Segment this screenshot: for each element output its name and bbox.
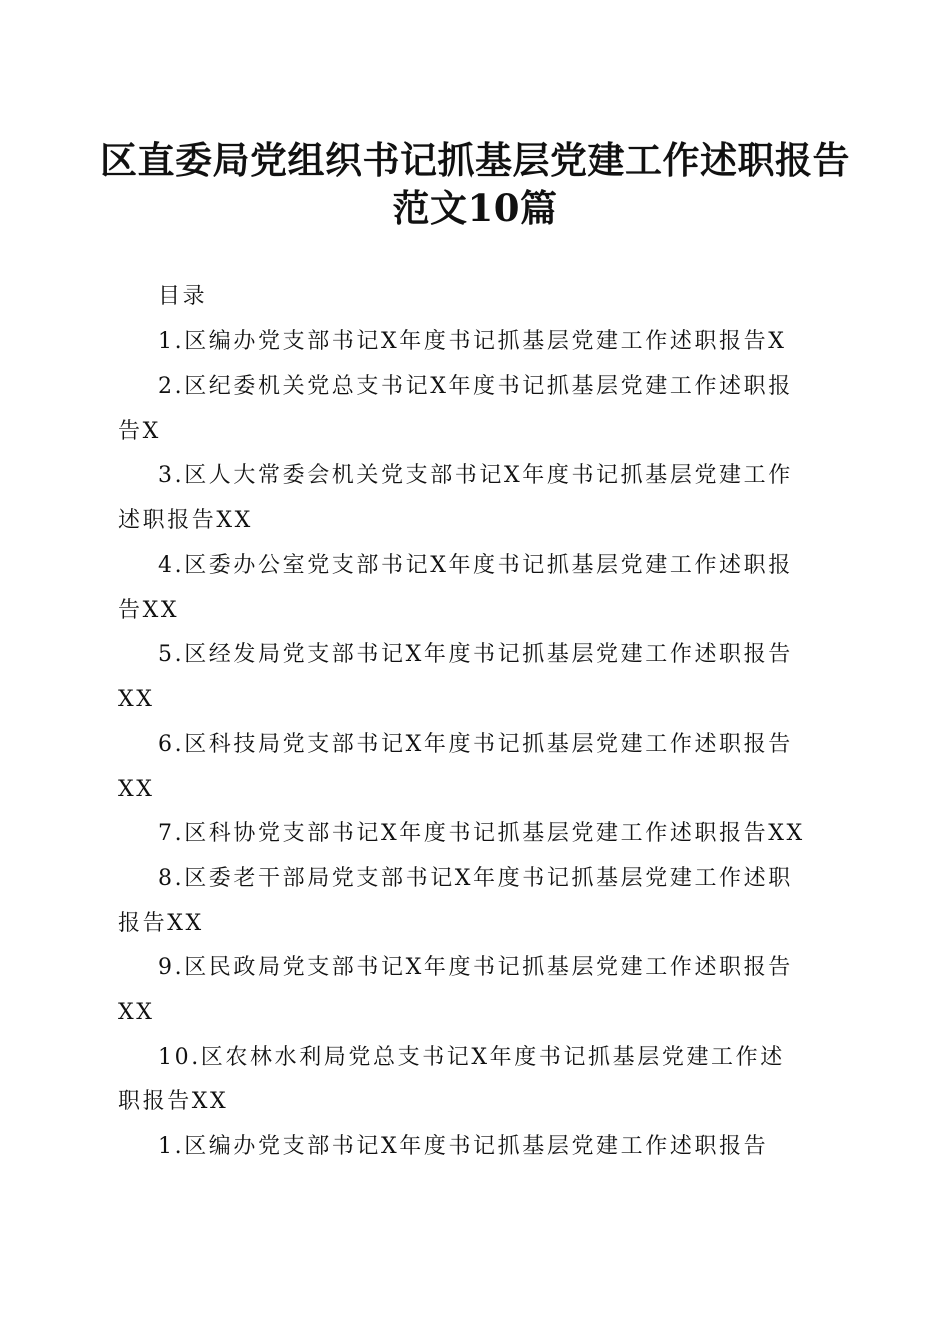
toc-item-6: 6.区科技局党支部书记X年度书记抓基层党建工作述职报告 [158, 732, 793, 757]
toc-item-2-continued: 告X [118, 419, 161, 444]
toc-item-8-continued: 报告XX [118, 911, 204, 936]
toc-item-6-continued: XX [118, 777, 155, 802]
toc-item-8: 8.区委老干部局党支部书记X年度书记抓基层党建工作述职 [158, 866, 793, 891]
toc-item-5-continued: XX [118, 687, 155, 712]
section-heading-1: 1.区编办党支部书记X年度书记抓基层党建工作述职报告 [158, 1134, 769, 1159]
document-title-line-2: 范文10篇 [392, 186, 558, 230]
toc-item-4: 4.区委办公室党支部书记X年度书记抓基层党建工作述职报 [158, 553, 793, 578]
toc-item-4-continued: 告XX [118, 598, 180, 623]
toc-item-10-continued: 职报告XX [118, 1089, 229, 1114]
toc-item-9: 9.区民政局党支部书记X年度书记抓基层党建工作述职报告 [158, 955, 793, 980]
toc-item-5: 5.区经发局党支部书记X年度书记抓基层党建工作述职报告 [158, 642, 793, 667]
toc-item-3-continued: 述职报告XX [118, 508, 253, 533]
toc-item-9-continued: XX [118, 1000, 155, 1025]
toc-item-1: 1.区编办党支部书记X年度书记抓基层党建工作述职报告X [158, 329, 787, 354]
toc-item-7: 7.区科协党支部书记X年度书记抓基层党建工作述职报告XX [158, 821, 805, 846]
document-title-line-1: 区直委局党组织书记抓基层党建工作述职报告 [100, 138, 850, 182]
toc-item-10: 10.区农林水利局党总支书记X年度书记抓基层党建工作述 [158, 1045, 785, 1070]
toc-item-3: 3.区人大常委会机关党支部书记X年度书记抓基层党建工作 [158, 463, 793, 488]
toc-heading: 目录 [158, 284, 208, 309]
toc-item-2: 2.区纪委机关党总支书记X年度书记抓基层党建工作述职报 [158, 374, 793, 399]
